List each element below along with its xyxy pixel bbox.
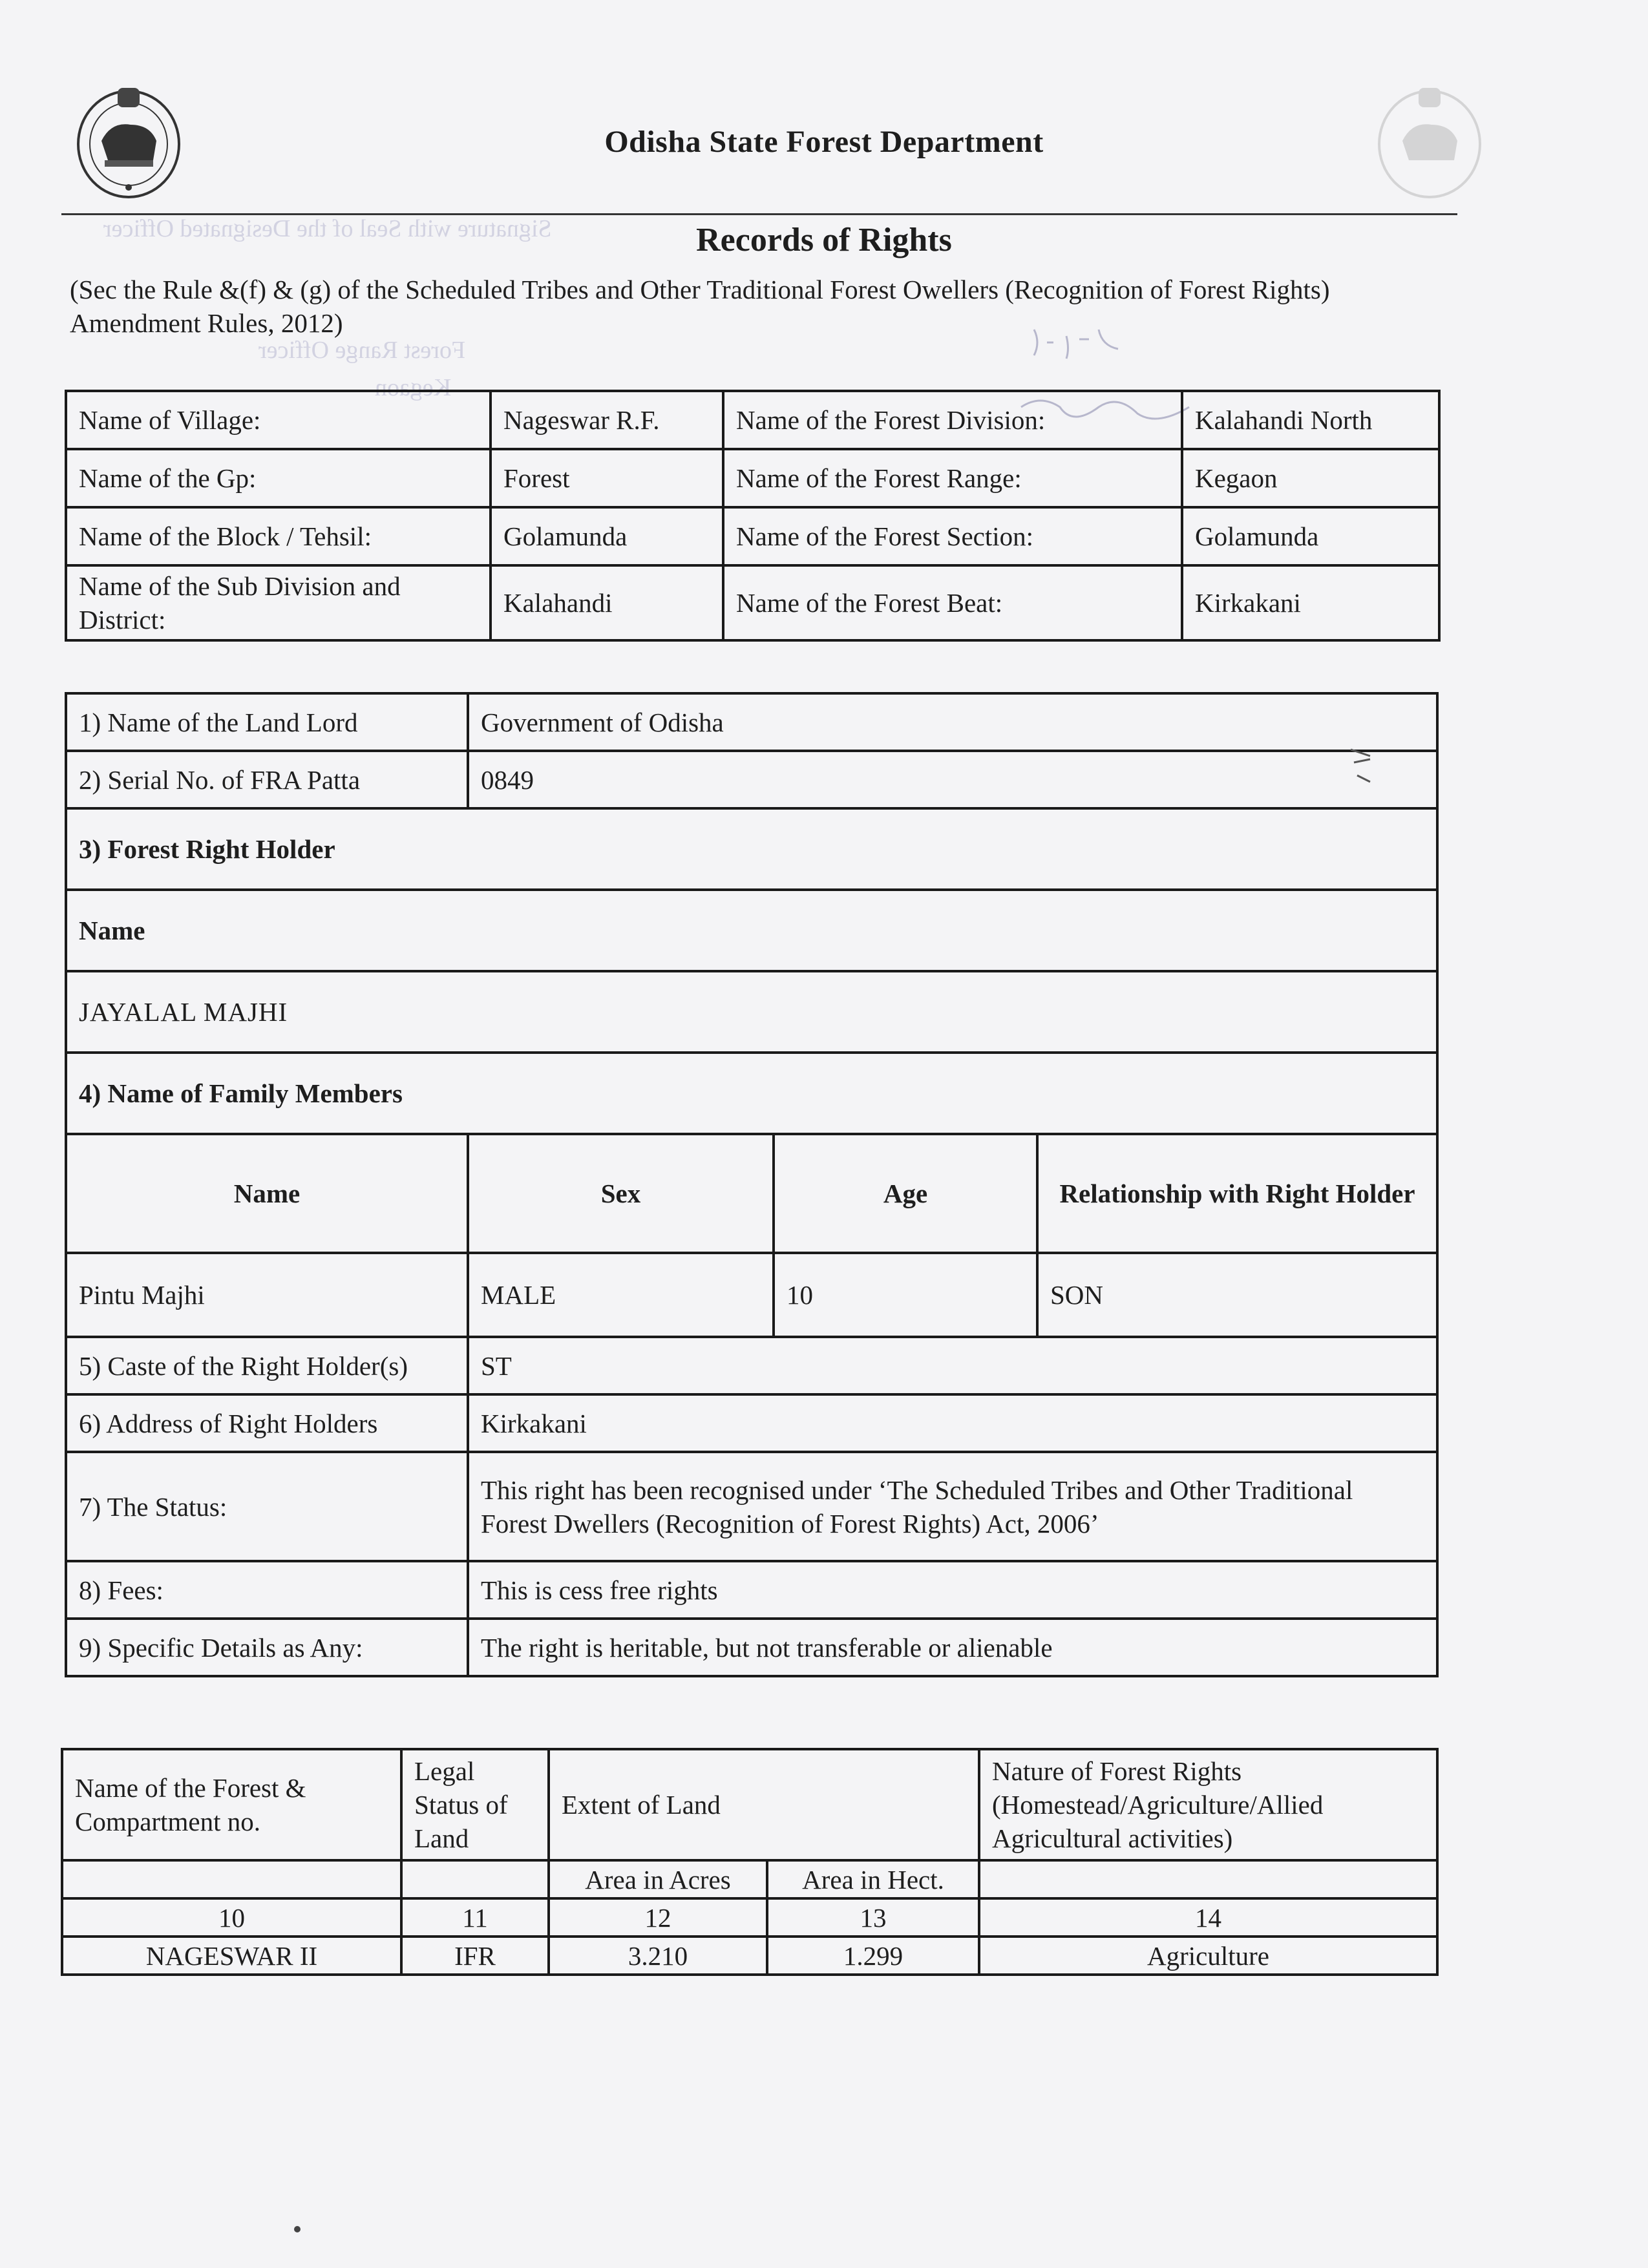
forest-compartment-value: NAGESWAR II	[62, 1937, 401, 1975]
location-table	[65, 390, 1441, 642]
status-label: 7) The Status:	[66, 1452, 468, 1561]
table-row	[66, 1394, 1437, 1452]
fees-label: 8) Fees:	[66, 1561, 468, 1619]
forest-division-value: Kalahandi North	[1182, 391, 1439, 449]
scan-speck	[291, 2223, 304, 2236]
page-title: Records of Rights	[696, 222, 952, 258]
details-value: The right is heritable, but not transferable or alienable	[468, 1619, 1437, 1676]
column-number: 14	[979, 1898, 1437, 1937]
status-value	[468, 1452, 1437, 1561]
land-lord-label: 1) Name of the Land Lord	[66, 693, 468, 751]
forest-range-value: Kegaon	[1182, 449, 1439, 507]
village-value: Nageswar R.F.	[491, 391, 723, 449]
land-number-row	[62, 1898, 1437, 1937]
forest-beat-label: Name of the Forest Beat:	[723, 565, 1182, 640]
land-header-row	[62, 1749, 1437, 1860]
patta-label: 2) Serial No. of FRA Patta	[66, 751, 468, 808]
forest-section-value: Golamunda	[1182, 507, 1439, 565]
land-data-row	[62, 1937, 1437, 1975]
forest-division-label: Name of the Forest Division:	[723, 391, 1182, 449]
member-sex: MALE	[468, 1253, 774, 1337]
table-row	[66, 507, 1439, 565]
table-row	[66, 1337, 1437, 1394]
column-number: 12	[549, 1898, 767, 1937]
right-holder-name: JAYALAL MAJHI	[66, 971, 1437, 1053]
details-label: 9) Specific Details as Any:	[66, 1619, 468, 1676]
family-col-sex: Sex	[468, 1134, 774, 1253]
land-table	[61, 1748, 1439, 1976]
village-label: Name of Village:	[66, 391, 491, 449]
area-hect-value: 1.299	[767, 1937, 979, 1975]
member-age: 10	[774, 1253, 1037, 1337]
table-row	[66, 890, 1437, 971]
rule-reference: (Sec the Rule &(f) & (g) of the Scheduled Tribes and Other Traditional Forest Owellers (Recognition of Forest Rights) Amendment Rules, 2012)	[70, 275, 1330, 338]
land-subheader-row	[62, 1860, 1437, 1898]
forest-beat-value: Kirkakani	[1182, 565, 1439, 640]
table-row	[66, 449, 1439, 507]
header-divider	[61, 213, 1457, 215]
table-row	[66, 693, 1437, 751]
col-nature-of-rights: Nature of Forest Rights (Homestead/Agriculture/Allied Agricultural activities)	[979, 1749, 1437, 1860]
block-label: Name of the Block / Tehsil:	[66, 507, 491, 565]
forest-section-label: Name of the Forest Section:	[723, 507, 1182, 565]
member-relationship: SON	[1037, 1253, 1437, 1337]
empty-cell	[401, 1860, 549, 1898]
column-number: 11	[401, 1898, 549, 1937]
forest-range-label: Name of the Forest Range:	[723, 449, 1182, 507]
member-name: Pintu Majhi	[66, 1253, 468, 1337]
col-forest-compartment: Name of the Forest & Compartment no.	[62, 1749, 401, 1860]
patta-value: 0849	[468, 751, 1437, 808]
caste-value: ST	[468, 1337, 1437, 1394]
table-row	[66, 1561, 1437, 1619]
family-members-heading: 4) Name of Family Members	[66, 1053, 1437, 1134]
empty-cell	[62, 1860, 401, 1898]
name-heading: Name	[66, 890, 1437, 971]
nature-of-rights-value: Agriculture	[979, 1937, 1437, 1975]
family-col-age: Age	[774, 1134, 1037, 1253]
col-legal-status: Legal Status of Land	[401, 1749, 549, 1860]
department-title: Odisha State Forest Department	[604, 125, 1044, 159]
col-area-acres: Area in Acres	[549, 1860, 767, 1898]
bleed-through-text: Forest Range Officer	[259, 337, 466, 364]
area-acres-value: 3.210	[549, 1937, 767, 1975]
table-row	[66, 565, 1439, 640]
scan-mark	[1344, 737, 1383, 795]
col-area-hect: Area in Hect.	[767, 1860, 979, 1898]
legal-status-value: IFR	[401, 1937, 549, 1975]
block-value: Golamunda	[491, 507, 723, 565]
empty-cell	[979, 1860, 1437, 1898]
gp-label: Name of the Gp:	[66, 449, 491, 507]
family-header-row	[66, 1134, 1437, 1253]
table-row	[66, 971, 1437, 1053]
column-number: 10	[62, 1898, 401, 1937]
table-row	[66, 391, 1439, 449]
table-row	[66, 808, 1437, 890]
table-row	[66, 1619, 1437, 1676]
land-lord-value: Government of Odisha	[468, 693, 1437, 751]
fees-value: This is cess free rights	[468, 1561, 1437, 1619]
family-member-row	[66, 1253, 1437, 1337]
table-row	[66, 1053, 1437, 1134]
table-row	[66, 751, 1437, 808]
gp-value: Forest	[491, 449, 723, 507]
address-label: 6) Address of Right Holders	[66, 1394, 468, 1452]
family-col-name: Name	[66, 1134, 468, 1253]
family-col-relationship: Relationship with Right Holder	[1037, 1134, 1437, 1253]
right-holder-heading: 3) Forest Right Holder	[66, 808, 1437, 890]
bleed-through-text: Signature with Seal of the Designated Officer	[103, 215, 552, 242]
subdivision-label: Name of the Sub Division and District:	[66, 565, 491, 640]
status-line: This right has been recognised under ‘The Scheduled Tribes and Other Traditional	[481, 1475, 1353, 1505]
col-extent-of-land: Extent of Land	[549, 1749, 979, 1860]
address-value: Kirkakani	[468, 1394, 1437, 1452]
record-table	[65, 692, 1439, 1677]
table-row	[66, 1452, 1437, 1561]
status-line: Forest Dwellers (Recognition of Forest Rights) Act, 2006’	[481, 1508, 1099, 1538]
column-number: 13	[767, 1898, 979, 1937]
caste-label: 5) Caste of the Right Holder(s)	[66, 1337, 468, 1394]
bleed-through-text: Kegaon	[375, 374, 452, 401]
subdivision-value: Kalahandi	[491, 565, 723, 640]
